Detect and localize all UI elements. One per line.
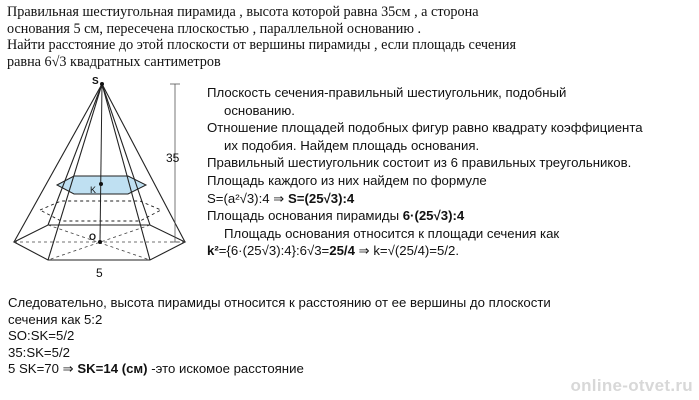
ratio-line — [207, 242, 695, 260]
formula-part: S=(a²√3):4 ⇒ — [207, 190, 288, 206]
conclusion-line: Следовательно, высота пирамиды относится к расстоянию от ее вершины до плоскости — [8, 295, 551, 310]
solution-line: их подобия. Найдем площадь основания. — [224, 137, 480, 153]
base-center-label: O — [89, 232, 97, 242]
section-center-label: K — [90, 185, 97, 195]
answer-note: -это искомое расстояние — [147, 361, 304, 377]
section-center-point — [99, 182, 103, 186]
answer-value: SK=14 (см) — [77, 361, 148, 377]
watermark: online-otvet.ru — [570, 376, 693, 395]
lateral-edges — [14, 84, 185, 260]
formula-result: S=(25√3):4 — [287, 190, 355, 206]
conclusion-line: сечения как 5:2 — [8, 311, 103, 327]
problem-line: равна 6√3 квадратных сантиметров — [7, 53, 221, 70]
ratio-expression: ={6·(25√3):4}:6√3= — [218, 243, 330, 259]
ratio-k2: k² — [207, 243, 219, 259]
base-area-text: Площадь основания пирамиды — [207, 208, 403, 224]
solution-line: Правильный шестиугольник состоит из 6 правильных треугольников. — [207, 155, 632, 171]
problem-line: Правильная шестиугольная пирамида , высота которой равна 35см , а сторона — [7, 4, 479, 20]
height-line — [100, 84, 102, 242]
ratio-k: ⇒ k=√(25/4)=5/2. — [354, 243, 459, 259]
problem-line: основания 5 см, пересечена плоскостью , параллельной основанию . — [7, 20, 422, 37]
conclusion-line: SO:SK=5/2 — [8, 328, 75, 344]
solution-text — [207, 84, 695, 260]
solution-line: Площадь каждого из них найдем по формуле — [207, 172, 487, 188]
conclusion-text — [8, 295, 688, 378]
base-center-point — [98, 240, 102, 244]
solution-line: Отношение площадей подобных фигур равно квадрату коэффициента — [207, 120, 643, 136]
formula-line — [207, 190, 695, 208]
problem-statement — [7, 4, 567, 70]
pyramid-figure — [0, 70, 200, 285]
base-area-line — [207, 207, 695, 225]
answer-equation: 5 SK=70 ⇒ — [8, 361, 78, 377]
apex-label: S — [92, 76, 99, 87]
solution-line: Плоскость сечения-правильный шестиугольник, подобный — [207, 85, 567, 100]
conclusion-line: 35:SK=5/2 — [8, 344, 70, 360]
base-side-label: 5 — [96, 266, 103, 280]
solution-line: основанию. — [224, 102, 295, 118]
height-label: 35 — [166, 151, 180, 165]
solution-line: Площадь основания относится к площади сечения как — [224, 225, 560, 241]
ratio-result: 25/4 — [329, 243, 355, 259]
apex-point — [100, 82, 104, 86]
base-area-value: 6·(25√3):4 — [402, 208, 465, 224]
problem-line: Найти расстояние до этой плоскости от вершины пирамиды , если площадь сечения — [7, 37, 517, 53]
